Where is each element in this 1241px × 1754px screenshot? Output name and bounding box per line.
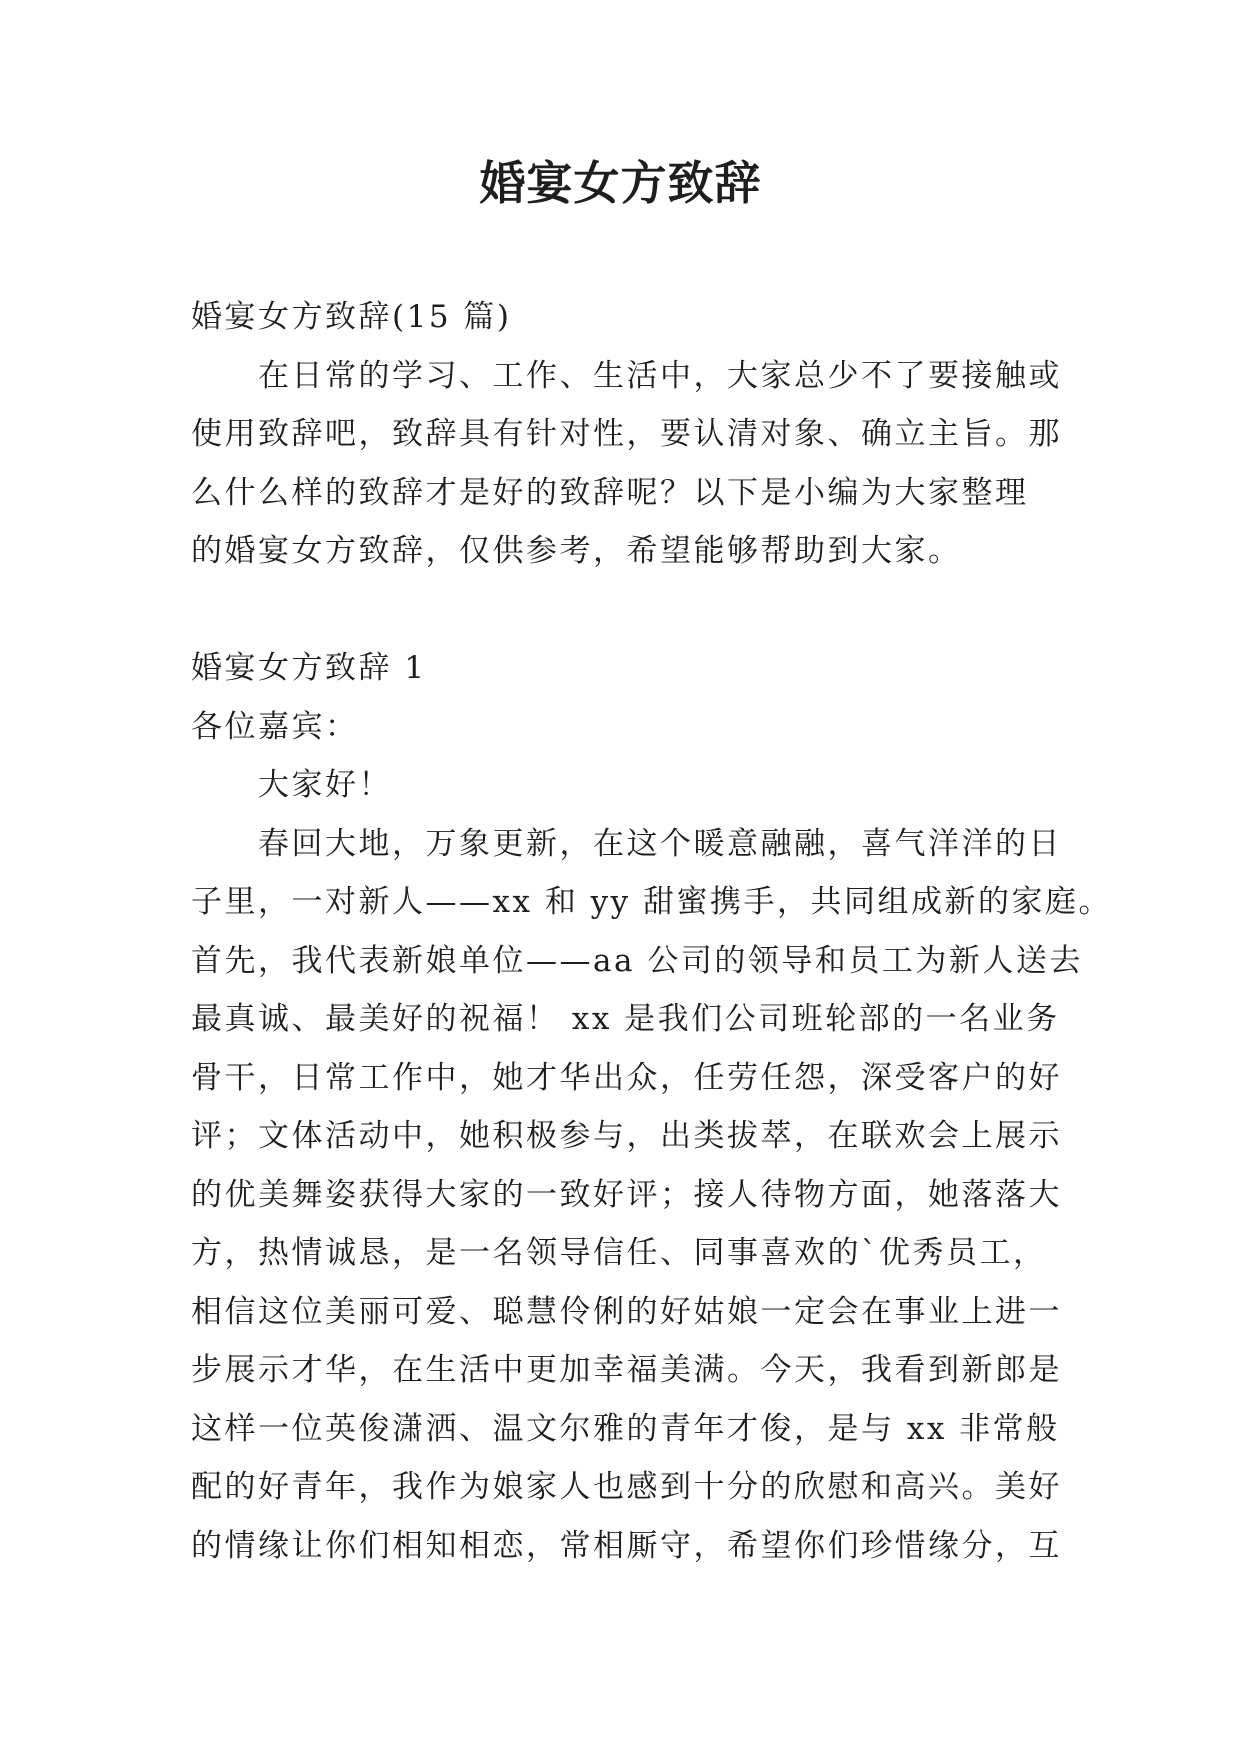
intro-line: 的婚宴女方致辞，仅供参考，希望能够帮助到大家。 <box>191 533 962 569</box>
speech-paragraph <box>191 815 1191 1576</box>
speech-line: 方，热情诚恳，是一名领导信任、同事喜欢的`优秀员工， <box>191 1235 1047 1271</box>
speech-line: 相信这位美丽可爱、聪慧伶俐的好姑娘一定会在事业上进一 <box>191 1293 1062 1330</box>
speech-line: 这样一位英俊潇洒、温文尔雅的青年才俊，是与 xx 非常般 <box>191 1410 1060 1447</box>
document-body <box>191 288 1191 1575</box>
speech-line: 春回大地，万象更新，在这个暖意融融，喜气洋洋的日 <box>258 825 1062 862</box>
intro-line: 么什么样的致辞才是好的致辞呢？以下是小编为大家整理 <box>191 474 1029 511</box>
speech-line: 最真诚、最美好的祝福！ xx 是我们公司班轮部的一名业务 <box>191 1001 1060 1037</box>
speech-line: 骨干，日常工作中，她才华出众，任劳任怨，深受客户的好 <box>191 1059 1062 1096</box>
speech-line: 的优美舞姿获得大家的一致好评；接人待物方面，她落落大 <box>191 1176 1062 1213</box>
salutation: 各位嘉宾： <box>191 708 359 745</box>
paragraph-spacer <box>191 581 1191 640</box>
intro-paragraph <box>191 347 1191 581</box>
speech-line: 首先，我代表新娘单位——aa 公司的领导和员工为新人送去 <box>191 942 1083 979</box>
section-heading: 婚宴女方致辞 1 <box>191 650 427 686</box>
speech-line: 步展示才华，在生活中更加幸福美满。今天，我看到新郎是 <box>191 1352 1062 1388</box>
speech-line: 配的好青年，我作为娘家人也感到十分的欣慰和高兴。美好 <box>191 1469 1062 1505</box>
intro-line: 在日常的学习、工作、生活中，大家总少不了要接触或 <box>258 357 1062 394</box>
speech-line: 的情缘让你们相知相恋，常相厮守，希望你们珍惜缘分，互 <box>191 1527 1062 1564</box>
page-title: 婚宴女方致辞 <box>479 156 762 210</box>
intro-line: 使用致辞吧，致辞具有针对性，要认清对象、确立主旨。那 <box>191 416 1062 452</box>
greeting: 大家好！ <box>258 767 392 803</box>
document-subtitle: 婚宴女方致辞(15 篇) <box>191 299 512 335</box>
speech-line: 子里，一对新人——xx 和 yy 甜蜜携手，共同组成新的家庭。 <box>191 884 1113 920</box>
speech-line: 评；文体活动中，她积极参与，出类拔萃，在联欢会上展示 <box>191 1118 1062 1154</box>
